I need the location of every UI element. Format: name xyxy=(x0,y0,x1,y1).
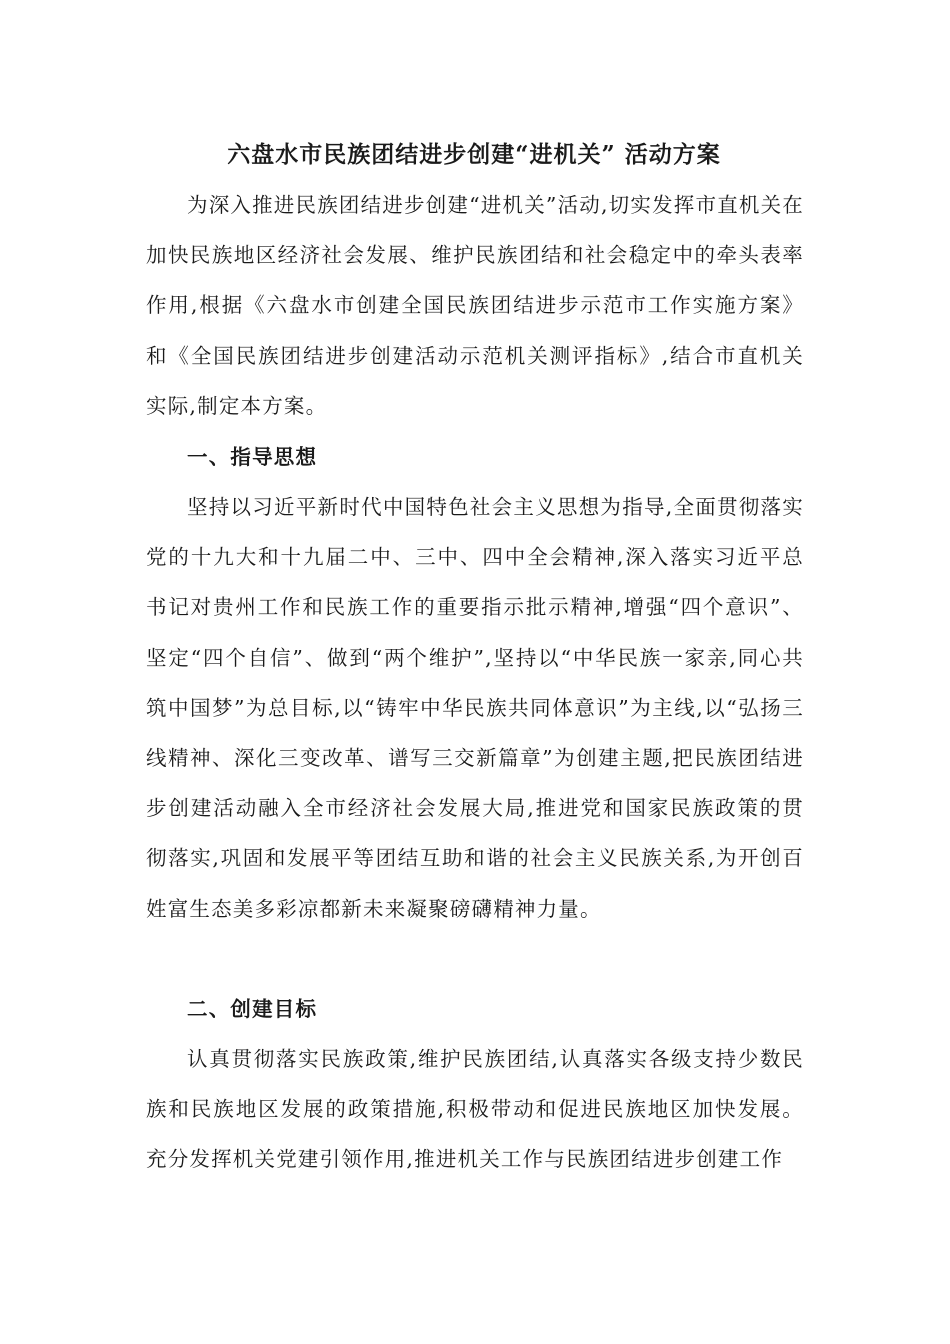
section-heading-goals: 二、创建目标 xyxy=(187,997,318,1021)
document-title: 六盘水市民族团结进步创建“进机关” 活动方案 xyxy=(227,141,721,168)
intro-paragraph: 为深入推进民族团结进步创建“进机关”活动,切实发挥市直机关在加快民族地区经济社会发展、维护民族团结和社会稳定中的牵头表率作用,根据《六盘水市创建全国民族团结进步示范市工作实施方案》和《全国民族团结进步创建活动示范机关测评指标》,结合市直机关实际,制定本方案。 xyxy=(146,193,804,418)
section-body-guiding-ideology: 坚持以习近平新时代中国特色社会主义思想为指导,全面贯彻落实党的十九大和十九届二中、三中、四中全会精神,深入落实习近平总书记对贵州工作和民族工作的重要指示批示精神,增强“四个意识”、坚定“四个自信”、做到“两个维护”,坚持以“中华民族一家亲,同心共筑中国梦”为总目标,以“铸牢中华民族共同体意识”为主线,以“弘扬三线精神、深化三变改革、谱写三交新篇章”为创建主题,把民族团结进步创建活动融入全市经济社会发展大局,推进党和国家民族政策的贯彻落实,巩固和发展平等团结互助和谐的社会主义民族关系,为开创百姓富生态美多彩凉都新未来凝聚磅礴精神力量。 xyxy=(146,495,804,921)
section-body-goals: 认真贯彻落实民族政策,维护民族团结,认真落实各级支持少数民族和民族地区发展的政策措施,积极带动和促进民族地区加快发展。充分发挥机关党建引领作用,推进机关工作与民族团结进步创建工作 xyxy=(146,1047,804,1172)
section-heading-guiding-ideology: 一、指导思想 xyxy=(187,445,318,469)
